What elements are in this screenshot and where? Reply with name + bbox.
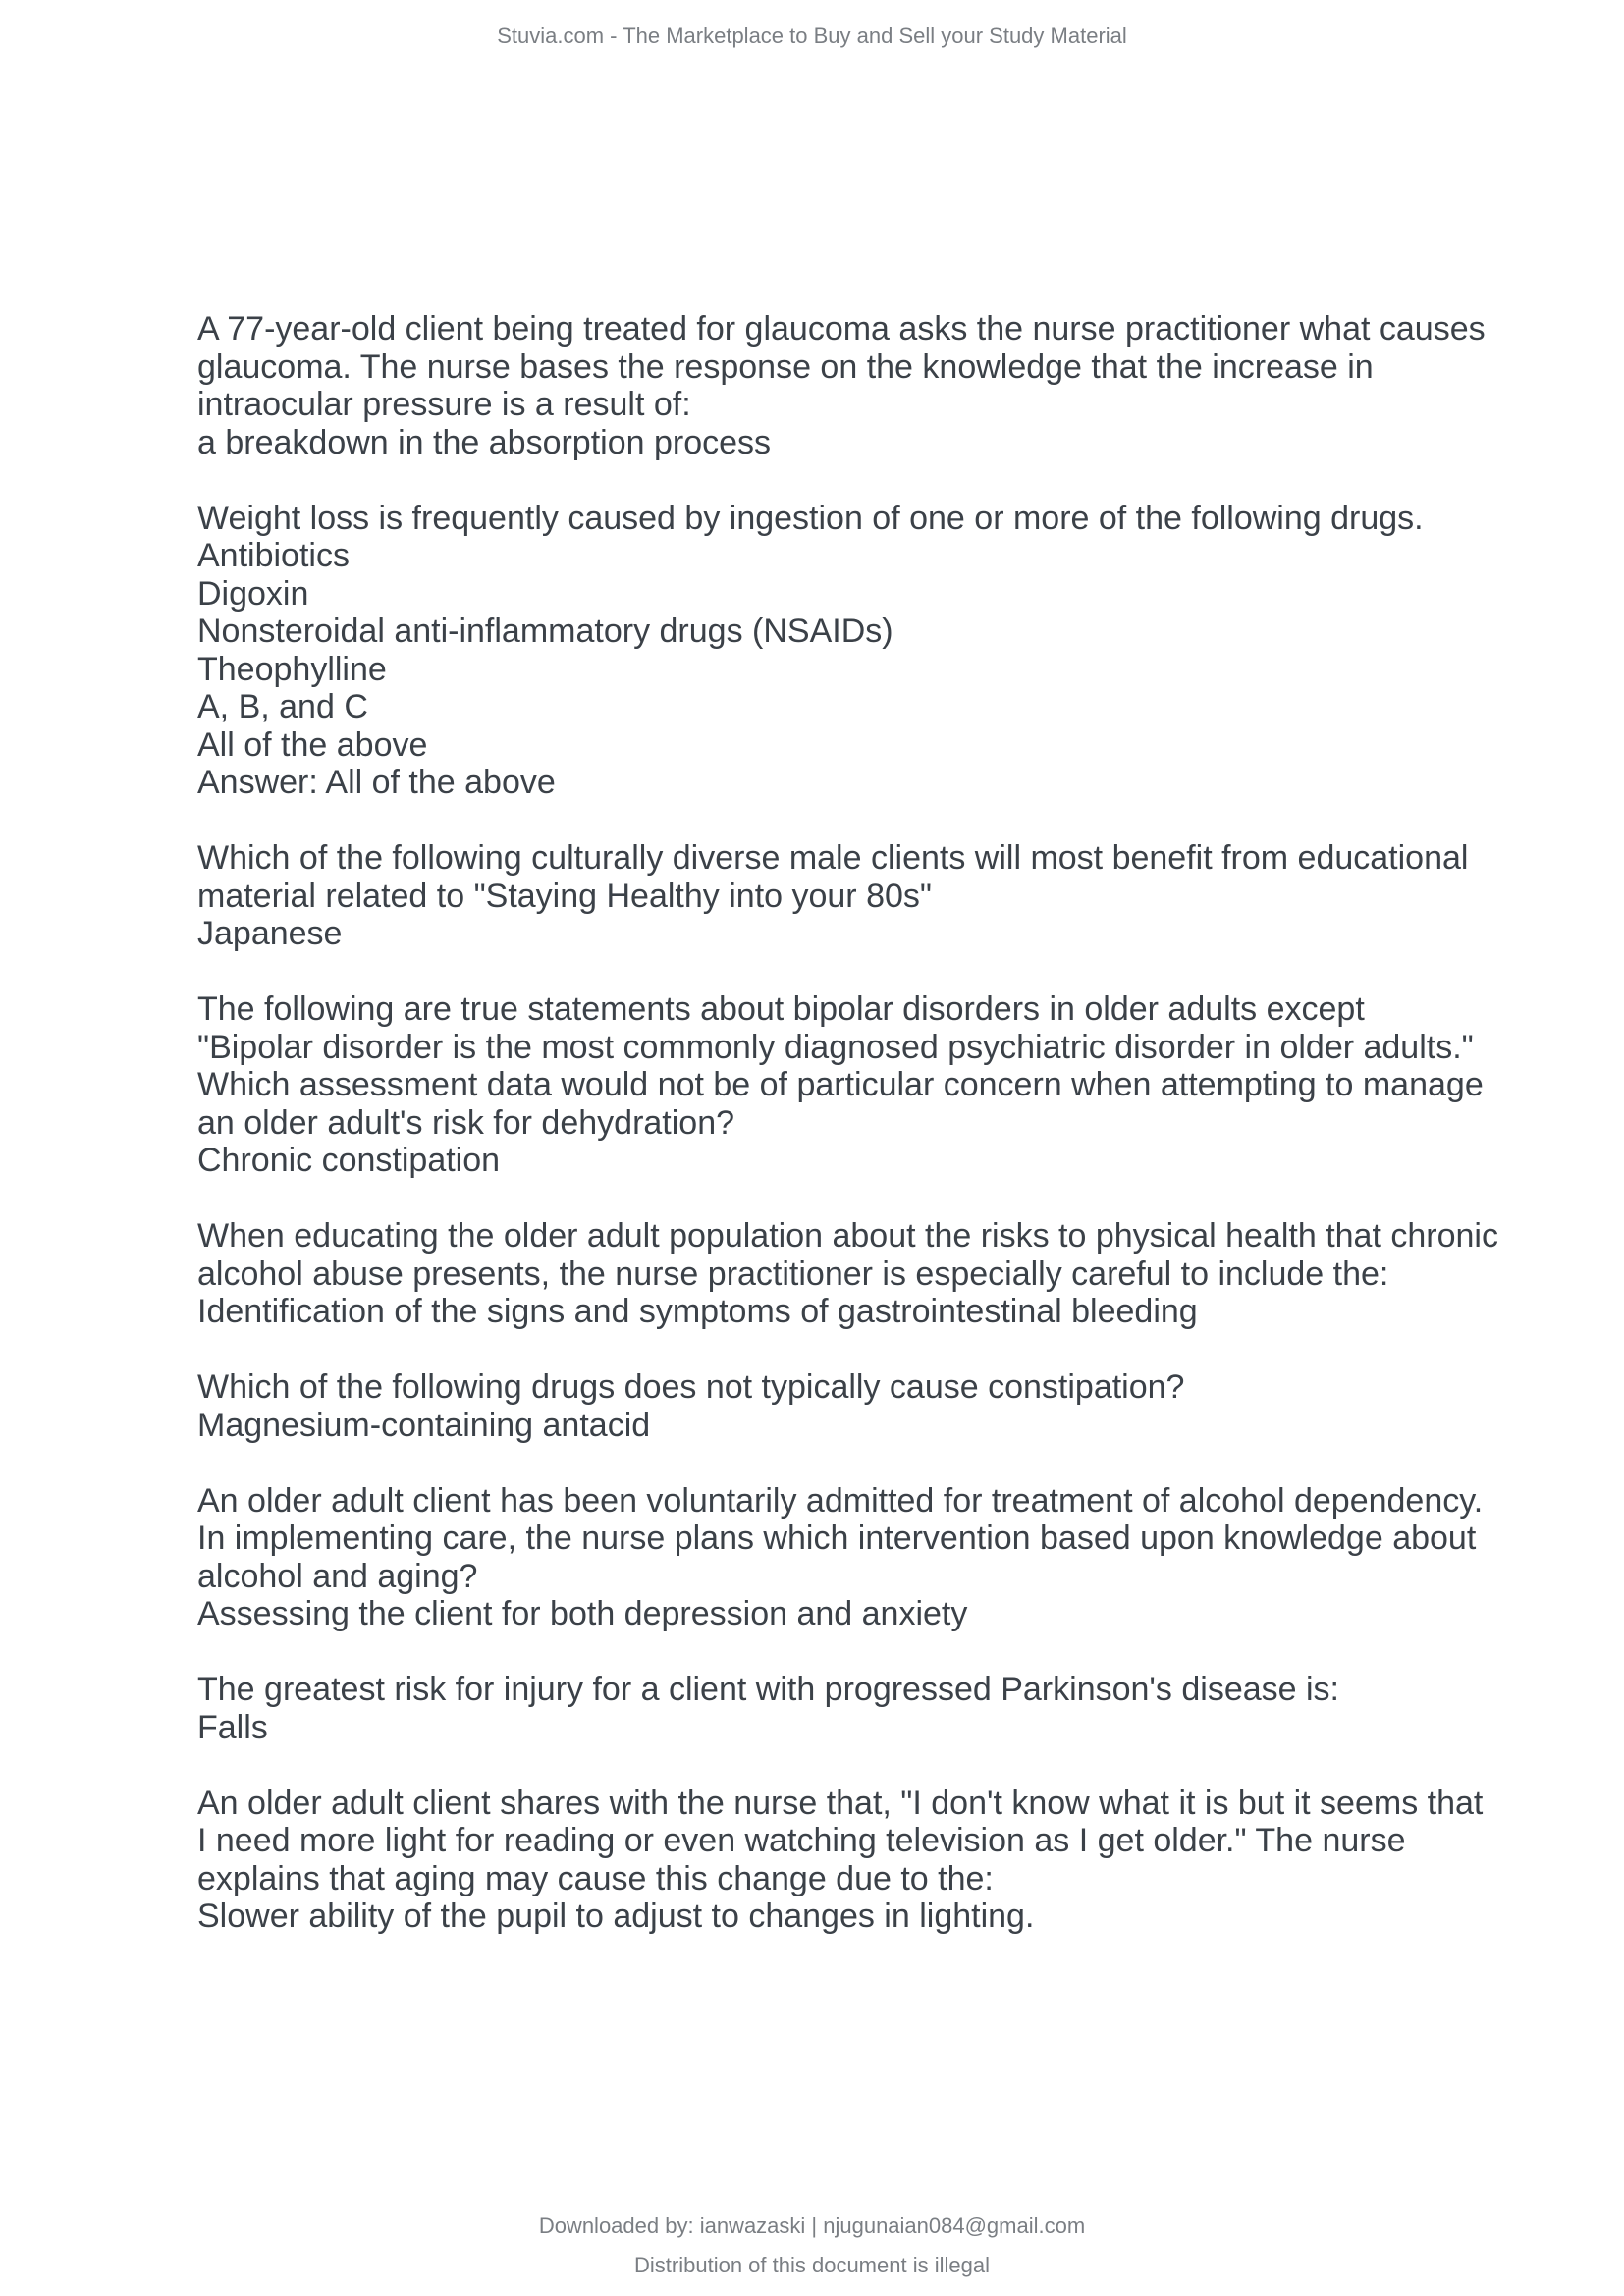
qa-block-glaucoma <box>197 310 1503 461</box>
option-line: Nonsteroidal anti-inflammatory drugs (NSAIDs) <box>197 613 893 650</box>
question-line: A 77-year-old client being treated for glaucoma asks the nurse practitioner what causes <box>197 310 1486 347</box>
option-line: A, B, and C <box>197 688 368 725</box>
question-line: An older adult client has been voluntarily admitted for treatment of alcohol dependency. <box>197 1481 1484 1520</box>
question-line: material related to "Staying Healthy into your 80s" <box>197 877 932 915</box>
question-line: an older adult's risk for dehydration? <box>197 1103 735 1142</box>
answer-line: Chronic constipation <box>197 1142 501 1179</box>
question-line: Which of the following drugs does not typically cause constipation? <box>197 1368 1185 1406</box>
answer-line: Assessing the client for both depression and anxiety <box>197 1595 968 1632</box>
page-header: Stuvia.com - The Marketplace to Buy and Sell your Study Material <box>497 24 1127 48</box>
answer-line: Japanese <box>197 915 343 952</box>
answer-line: Answer: All of the above <box>197 764 556 801</box>
answer-line: a breakdown in the absorption process <box>197 423 772 461</box>
question-line: An older adult client shares with the nurse that, "I don't know what it is but it seems that <box>197 1784 1484 1822</box>
question-line: The following are true statements about bipolar disorders in older adults except <box>197 990 1365 1028</box>
qa-block-bipolar-dehydration <box>197 990 1503 1180</box>
question-line: alcohol and aging? <box>197 1557 478 1595</box>
qa-block-constipation <box>197 1368 1503 1444</box>
question-line: When educating the older adult population about the risks to physical health that chronic <box>197 1217 1498 1255</box>
document-body <box>197 310 1503 1973</box>
question-line: alcohol abuse presents, the nurse practitioner is especially careful to include the: <box>197 1255 1389 1293</box>
qa-block-alcohol-dependency <box>197 1482 1503 1633</box>
qa-block-alcohol-abuse <box>197 1217 1503 1331</box>
option-line: Digoxin <box>197 574 309 613</box>
qa-block-culturally-diverse <box>197 839 1503 953</box>
footer-downloaded-by: Downloaded by: ianwazaski | njugunaian084@gmail.com <box>538 2214 1086 2238</box>
qa-block-lighting <box>197 1785 1503 1936</box>
answer-line: Identification of the signs and symptoms of gastrointestinal bleeding <box>197 1293 1198 1330</box>
question-line: Weight loss is frequently caused by ingestion of one or more of the following drugs. <box>197 499 1424 537</box>
option-line: All of the above <box>197 725 428 764</box>
answer-line: Magnesium-containing antacid <box>197 1406 651 1444</box>
option-line: Theophylline <box>197 650 387 688</box>
footer-distribution-notice: Distribution of this document is illegal <box>634 2253 990 2277</box>
question-line: Which of the following culturally diverse male clients will most benefit from educational <box>197 839 1469 877</box>
answer-line: "Bipolar disorder is the most commonly diagnosed psychiatric disorder in older adults." <box>197 1028 1474 1066</box>
question-line: The greatest risk for injury for a client with progressed Parkinson's disease is: <box>197 1671 1339 1708</box>
qa-block-parkinsons <box>197 1671 1503 1746</box>
question-line: In implementing care, the nurse plans which intervention based upon knowledge about <box>197 1520 1477 1557</box>
qa-block-weight-loss <box>197 500 1503 802</box>
question-line: I need more light for reading or even watching television as I get older." The nurse <box>197 1822 1406 1859</box>
option-line: Antibiotics <box>197 537 350 574</box>
answer-line: Falls <box>197 1708 268 1746</box>
answer-line: Slower ability of the pupil to adjust to changes in lighting. <box>197 1897 1035 1935</box>
question-line: glaucoma. The nurse bases the response on the knowledge that the increase in <box>197 347 1374 386</box>
question-line: explains that aging may cause this change due to the: <box>197 1859 994 1897</box>
question-line: intraocular pressure is a result of: <box>197 386 691 423</box>
question-line: Which assessment data would not be of particular concern when attempting to manage <box>197 1066 1484 1103</box>
